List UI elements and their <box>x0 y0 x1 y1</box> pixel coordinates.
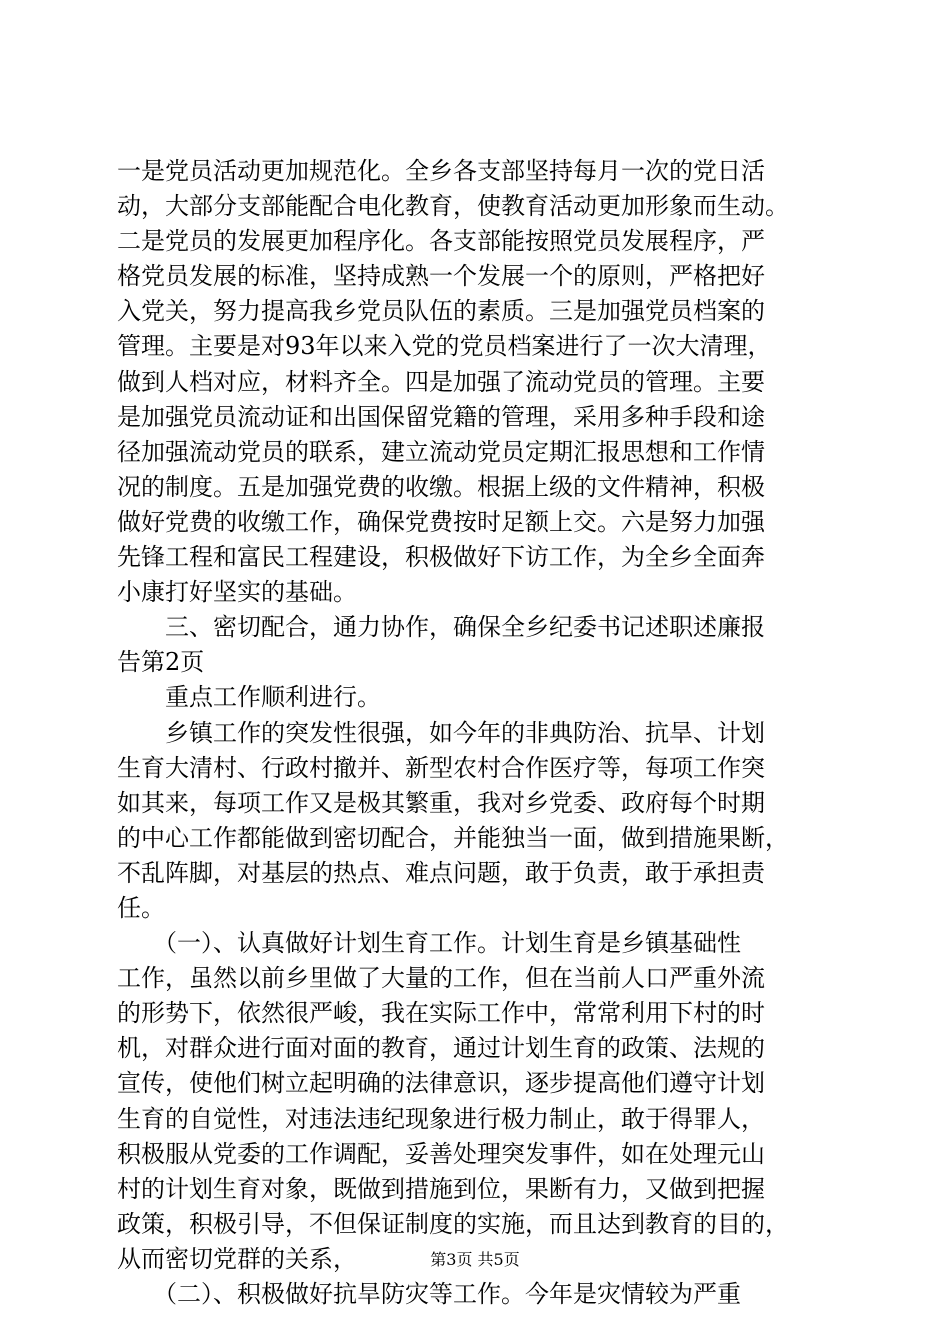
text-line: 工作，虽然以前乡里做了大量的工作，但在当前人口严重外流 <box>117 964 765 993</box>
text-line: 乡镇工作的突发性很强，如今年的非典防治、抗旱、计划 <box>117 718 765 747</box>
text-line: 生育的自觉性，对违法违纪现象进行极力制止，敢于得罪人， <box>117 1104 765 1133</box>
text-line: 是加强党员流动证和出国保留党籍的管理，采用多种手段和途 <box>117 402 765 431</box>
text-line: 格党员发展的标准，坚持成熟一个发展一个的原则，严格把好 <box>117 262 765 291</box>
text-line: 小康打好坚实的基础。 <box>117 578 357 607</box>
text-line: 生育大清村、行政村撤并、新型农村合作医疗等，每项工作突 <box>117 753 765 782</box>
text-line: 积极服从党委的工作调配，妥善处理突发事件，如在处理元山 <box>117 1139 765 1168</box>
text-line: 的形势下，依然很严峻，我在实际工作中，常常利用下村的时 <box>117 999 765 1028</box>
text-line: 况的制度。五是加强党费的收缴。根据上级的文件精神，积极 <box>117 472 765 501</box>
text-line: 入党关，努力提高我乡党员队伍的素质。三是加强党员档案的 <box>117 297 765 326</box>
text-line: 动，大部分支部能配合电化教育，使教育活动更加形象而生动。 <box>117 192 789 221</box>
text-line: 从而密切党群的关系， <box>117 1244 357 1273</box>
text-line: （一）、认真做好计划生育工作。计划生育是乡镇基础性 <box>117 929 741 958</box>
text-line: （二）、积极做好抗旱防灾等工作。今年是灾情较为严重 <box>117 1280 741 1308</box>
text-line: 机，对群众进行面对面的教育，通过计划生育的政策、法规的 <box>117 1034 765 1063</box>
text-line: 一是党员活动更加规范化。全乡各支部坚持每月一次的党日活 <box>117 157 765 185</box>
text-line: 任。 <box>117 893 165 922</box>
text-line: 二是党员的发展更加程序化。各支部能按照党员发展程序，严 <box>117 227 765 256</box>
text-line: 做好党费的收缴工作，确保党费按时足额上交。六是努力加强 <box>117 507 765 536</box>
text-line: 的中心工作都能做到密切配合，并能独当一面，做到措施果断， <box>117 823 789 852</box>
text-line: 重点工作顺利进行。 <box>117 683 381 712</box>
text-line: 政策，积极引导，不但保证制度的实施，而且达到教育的目的， <box>117 1209 789 1238</box>
text-line: 宣传，使他们树立起明确的法律意识，逐步提高他们遵守计划 <box>117 1069 765 1098</box>
page-footer: 第3页 共5页 <box>430 1250 520 1269</box>
text-line: 村的计划生育对象，既做到措施到位，果断有力，又做到把握 <box>117 1174 765 1203</box>
body-text <box>117 154 833 1312</box>
text-line: 做到人档对应，材料齐全。四是加强了流动党员的管理。主要 <box>117 367 765 396</box>
text-line: 告第2页 <box>117 648 205 677</box>
text-line: 不乱阵脚，对基层的热点、难点问题，敢于负责，敢于承担责 <box>117 858 765 887</box>
text-line: 径加强流动党员的联系，建立流动党员定期汇报思想和工作情 <box>117 437 765 466</box>
text-line: 如其来，每项工作又是极其繁重，我对乡党委、政府每个时期 <box>117 788 765 817</box>
text-line: 三、密切配合，通力协作，确保全乡纪委书记述职述廉报 <box>117 613 765 642</box>
text-line: 先锋工程和富民工程建设，积极做好下访工作，为全乡全面奔 <box>117 543 765 572</box>
text-line: 管理。主要是对93年以来入党的党员档案进行了一次大清理， <box>117 332 772 361</box>
